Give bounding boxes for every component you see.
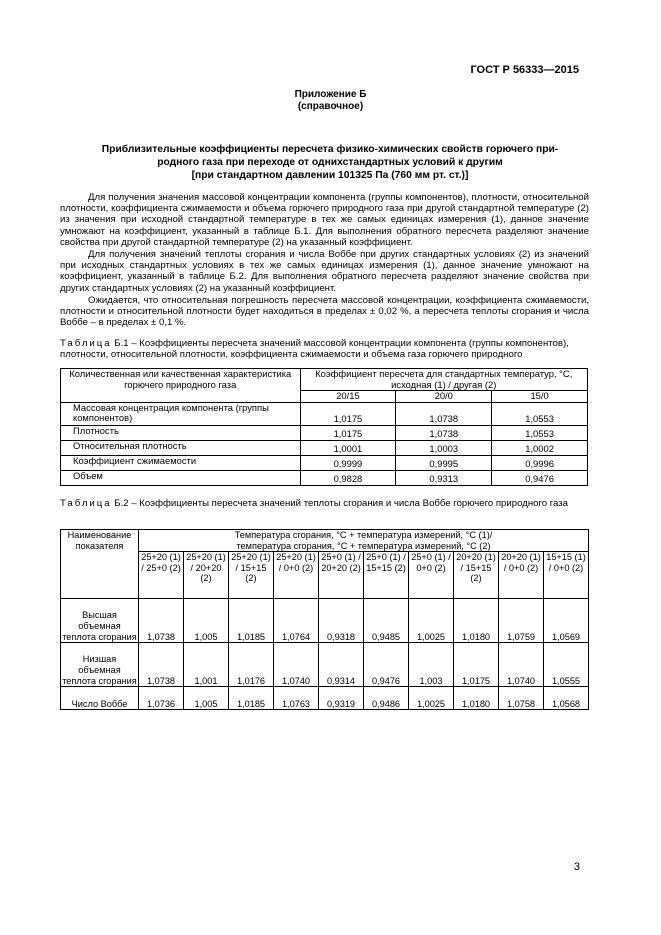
- table1-caption-text: Б.1 – Коэффициенты пересчета значений массовой концентрации компонента (группы компонентов), плотности, относительной плотности, коэффициента сжимаемости и объема газа горючего природного: [60, 338, 569, 361]
- table1-row-label: Коэффициент сжимаемости: [61, 455, 301, 470]
- table1-subheader: 20/0: [396, 391, 492, 403]
- table2-caption: [60, 498, 589, 509]
- paragraph-1: Для получения значения массовой концентрации компонента (группы компонентов), плотности, относительной плотности, коэффициента сжимаемости и объема горючего природного газа при другой стандартной температуре (2) из значения при исходной стандартной температуре в тех же самых единицах измерения (1), данное значение умножают на коэффициент, указанный в таблице Б.1. Для выполнения обратного пересчета разделяют значение свойства при другой стандартной температуре (2) на указанный коэффициент.: [60, 192, 589, 248]
- table2-cell: 0,9486: [364, 687, 409, 710]
- table1-cell: 0,9995: [396, 455, 492, 470]
- table2-cell: 1,0763: [274, 687, 319, 710]
- table2-cell: 1,001: [184, 643, 229, 687]
- heading-line-1: Приблизительные коэффициенты пересчета физико-химических свойств горючего при-: [101, 144, 559, 155]
- table-row: [61, 599, 589, 643]
- table2-cell: 1,0025: [409, 599, 454, 643]
- table2-subheader: 25+0 (1) / 15+15 (2): [364, 552, 409, 599]
- heading-line-2: родного газа при переходе от однихстандартных условий к другим: [157, 157, 503, 168]
- table2-cell: 1,0568: [544, 687, 589, 710]
- table2-caption-prefix: Таблица: [60, 498, 112, 509]
- table1-header-coefficient: Коэффициент пересчета для стандартных температур, °С, исходная (1) / другая (2): [300, 369, 587, 391]
- table2-cell: 1,0180: [454, 687, 499, 710]
- table1-row-label: Массовая концентрация компонента (группы компонентов): [61, 402, 301, 425]
- table1-cell: 1,0003: [396, 440, 492, 455]
- table1-caption: [60, 338, 589, 360]
- page-number: 3: [573, 861, 580, 873]
- table2-cell: 0,9476: [364, 643, 409, 687]
- table2-cell: 1,0555: [544, 643, 589, 687]
- standard-number: ГОСТ Р 56333—2015: [470, 64, 579, 76]
- table2-subheader: 20+20 (1) / 0+0 (2): [499, 552, 544, 599]
- section-heading: [60, 143, 600, 182]
- table1-cell: 0,9476: [492, 470, 588, 485]
- table2-subheader: 15+15 (1) / 0+0 (2): [544, 552, 589, 599]
- table2-cell: 0,9485: [364, 599, 409, 643]
- table-row: [61, 687, 589, 710]
- table2-subheader: 25+0 (1) / 0+0 (2): [409, 552, 454, 599]
- table2-subheader: 25+20 (1) / 20+20 (2): [184, 552, 229, 599]
- table2-cell: 1,0738: [139, 599, 184, 643]
- appendix-title: Приложение Б: [294, 89, 367, 100]
- table1-cell: 1,0002: [492, 440, 588, 455]
- table2-cell: 1,0736: [139, 687, 184, 710]
- paragraph-2: Для получения значений теплоты сгорания и числа Воббе при других стандартных условиях (2) из значений при исходных стандартных условиях в тех же самых единицах измерения (1), данное значение умножают на коэффициент, указанный в таблице Б.2. Для выполнения обратного пересчета разделяют значение свойства при других стандартных условиях (2) на указанный коэффициент.: [60, 249, 589, 294]
- table2-cell: 1,003: [409, 643, 454, 687]
- table2-subheader: 25+20 (1) / 15+15 (2): [229, 552, 274, 599]
- table2-subheader: 25+20 (1) / 25+0 (2): [139, 552, 184, 599]
- table-b1: [60, 368, 588, 486]
- table2-header-line-2: температура сгорания, °С + температура измерений, °С (2): [236, 540, 491, 551]
- table-row: [61, 643, 589, 687]
- table1-cell: 1,0553: [492, 425, 588, 440]
- table1-cell: 0,9999: [300, 455, 396, 470]
- table2-cell: 0,9318: [319, 599, 364, 643]
- table-row: [61, 402, 588, 425]
- table1-row-label: Плотность: [61, 425, 301, 440]
- table2-header-line-1: Температура сгорания, °С + температура измерений, °С (1)/: [234, 530, 493, 540]
- table2-header-temperature: [139, 530, 589, 552]
- paragraph-3: Ожидается, что относительная погрешность пересчета массовой концентрации, коэффициента сжимаемости, плотности и относительной плотности будет находиться в пределах ± 0,02 %, а пересчета теплоты сгорания и числа Воббе – в пределах ± 0,1 %.: [60, 295, 589, 329]
- table2-cell: 0,9319: [319, 687, 364, 710]
- table-b2: [60, 529, 589, 710]
- table2-cell: 1,0025: [409, 687, 454, 710]
- table1-subheader: 20/15: [300, 391, 396, 403]
- table2-header-indicator: Наименование показателя: [61, 530, 139, 599]
- table2-cell: 1,0764: [274, 599, 319, 643]
- table2-caption-text: Б.2 – Коэффициенты пересчета значений теплоты сгорания и числа Воббе горючего природного газа: [111, 498, 568, 509]
- appendix-subtitle: (справочное): [297, 101, 364, 112]
- table2-cell: 1,0185: [229, 687, 274, 710]
- table2-cell: 1,005: [184, 599, 229, 643]
- table1-cell: 1,0738: [396, 425, 492, 440]
- table1-caption-prefix: Таблица: [60, 338, 112, 349]
- table2-row-label: Число Воббе: [61, 687, 139, 710]
- table2-cell: 1,0740: [274, 643, 319, 687]
- table2-subheader: 20+20 (1) / 15+15 (2): [454, 552, 499, 599]
- table2-cell: 1,005: [184, 687, 229, 710]
- table2-cell: 1,0758: [499, 687, 544, 710]
- table2-row-label: Низшая объемная теплота сгорания: [61, 643, 139, 687]
- table2-cell: 1,0569: [544, 599, 589, 643]
- table2-cell: 1,0759: [499, 599, 544, 643]
- table2-cell: 0,9314: [319, 643, 364, 687]
- table1-cell: 1,0175: [300, 425, 396, 440]
- table1-cell: 1,0175: [300, 402, 396, 425]
- table1-cell: 0,9996: [492, 455, 588, 470]
- table1-cell: 0,9828: [300, 470, 396, 485]
- table1-row-label: Относительная плотность: [61, 440, 301, 455]
- table1-row-label: Объем: [61, 470, 301, 485]
- table1-cell: 1,0553: [492, 402, 588, 425]
- table1-subheader: 15/0: [492, 391, 588, 403]
- table2-cell: 1,0176: [229, 643, 274, 687]
- table-row: [61, 455, 588, 470]
- table2-subheader: 25+0 (1) / 20+20 (2): [319, 552, 364, 599]
- table1-cell: 0,9313: [396, 470, 492, 485]
- table-row: [61, 425, 588, 440]
- table2-row-label: Высшая объемная теплота сгорания: [61, 599, 139, 643]
- heading-line-3: [при стандартном давлении 101325 Па (760 мм рт. ст.)]: [191, 170, 469, 181]
- table2-subheader: 25+20 (1) / 0+0 (2): [274, 552, 319, 599]
- table2-cell: 1,0740: [499, 643, 544, 687]
- table1-header-characteristic: Количественная или качественная характеристика горючего природного газа: [61, 369, 301, 403]
- table-row: [61, 440, 588, 455]
- table2-cell: 1,0738: [139, 643, 184, 687]
- table2-cell: 1,0185: [229, 599, 274, 643]
- table1-cell: 1,0738: [396, 402, 492, 425]
- table2-cell: 1,0180: [454, 599, 499, 643]
- table-row: [61, 470, 588, 485]
- table2-cell: 1,0175: [454, 643, 499, 687]
- table1-cell: 1,0001: [300, 440, 396, 455]
